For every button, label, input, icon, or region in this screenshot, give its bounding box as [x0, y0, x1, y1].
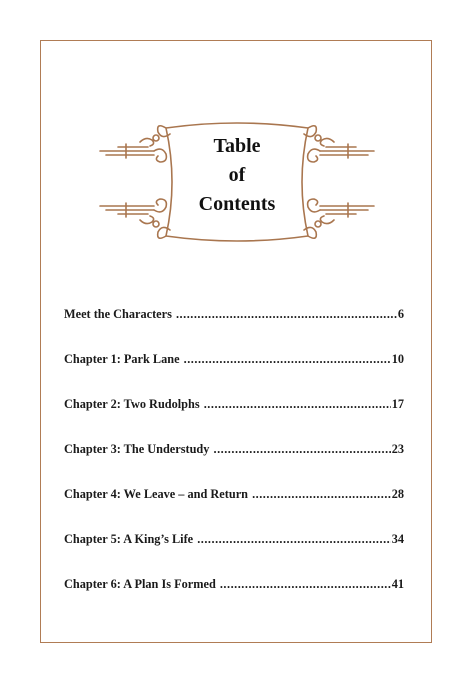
- toc-entry-chapter-4[interactable]: [64, 487, 404, 532]
- toc-entry-chapter-2[interactable]: [64, 397, 404, 442]
- toc-entry-label: Chapter 2: Two Rudolphs: [64, 397, 203, 411]
- toc-entry-label: Meet the Characters: [64, 307, 175, 321]
- title-line-2: of: [228, 164, 246, 186]
- toc-page-number: 28: [391, 487, 404, 501]
- toc-entry-label: Chapter 1: Park Lane: [64, 352, 183, 366]
- toc-entry-label: Chapter 5: A King’s Life: [64, 532, 197, 546]
- toc-dot-leader: [197, 532, 391, 547]
- toc-page-number: 6: [397, 307, 404, 321]
- toc-entry-chapter-1[interactable]: [64, 352, 404, 397]
- toc-list: [64, 307, 404, 622]
- toc-page-number: 41: [391, 577, 404, 591]
- toc-dot-leader: [214, 442, 391, 457]
- toc-entry-meet-the-characters[interactable]: [64, 307, 404, 352]
- toc-dot-leader: [184, 352, 391, 367]
- title-line-3: Contents: [198, 193, 276, 215]
- toc-entry-label: Chapter 3: The Understudy: [64, 442, 213, 456]
- toc-dot-leader: [204, 397, 391, 412]
- toc-page-number: 34: [391, 532, 404, 546]
- title-line-1: Table: [213, 135, 261, 157]
- toc-page-number: 10: [391, 352, 404, 366]
- toc-dot-leader: [220, 577, 391, 592]
- toc-page-number: 17: [391, 397, 404, 411]
- toc-dot-leader: [252, 487, 391, 502]
- toc-entry-label: Chapter 6: A Plan Is Formed: [64, 577, 219, 591]
- toc-entry-chapter-6[interactable]: [64, 577, 404, 622]
- toc-title: [165, 132, 309, 219]
- toc-dot-leader: [176, 307, 397, 322]
- toc-entry-chapter-3[interactable]: [64, 442, 404, 487]
- toc-page-number: 23: [391, 442, 404, 456]
- toc-entry-label: Chapter 4: We Leave – and Return: [64, 487, 252, 501]
- toc-entry-chapter-5[interactable]: [64, 532, 404, 577]
